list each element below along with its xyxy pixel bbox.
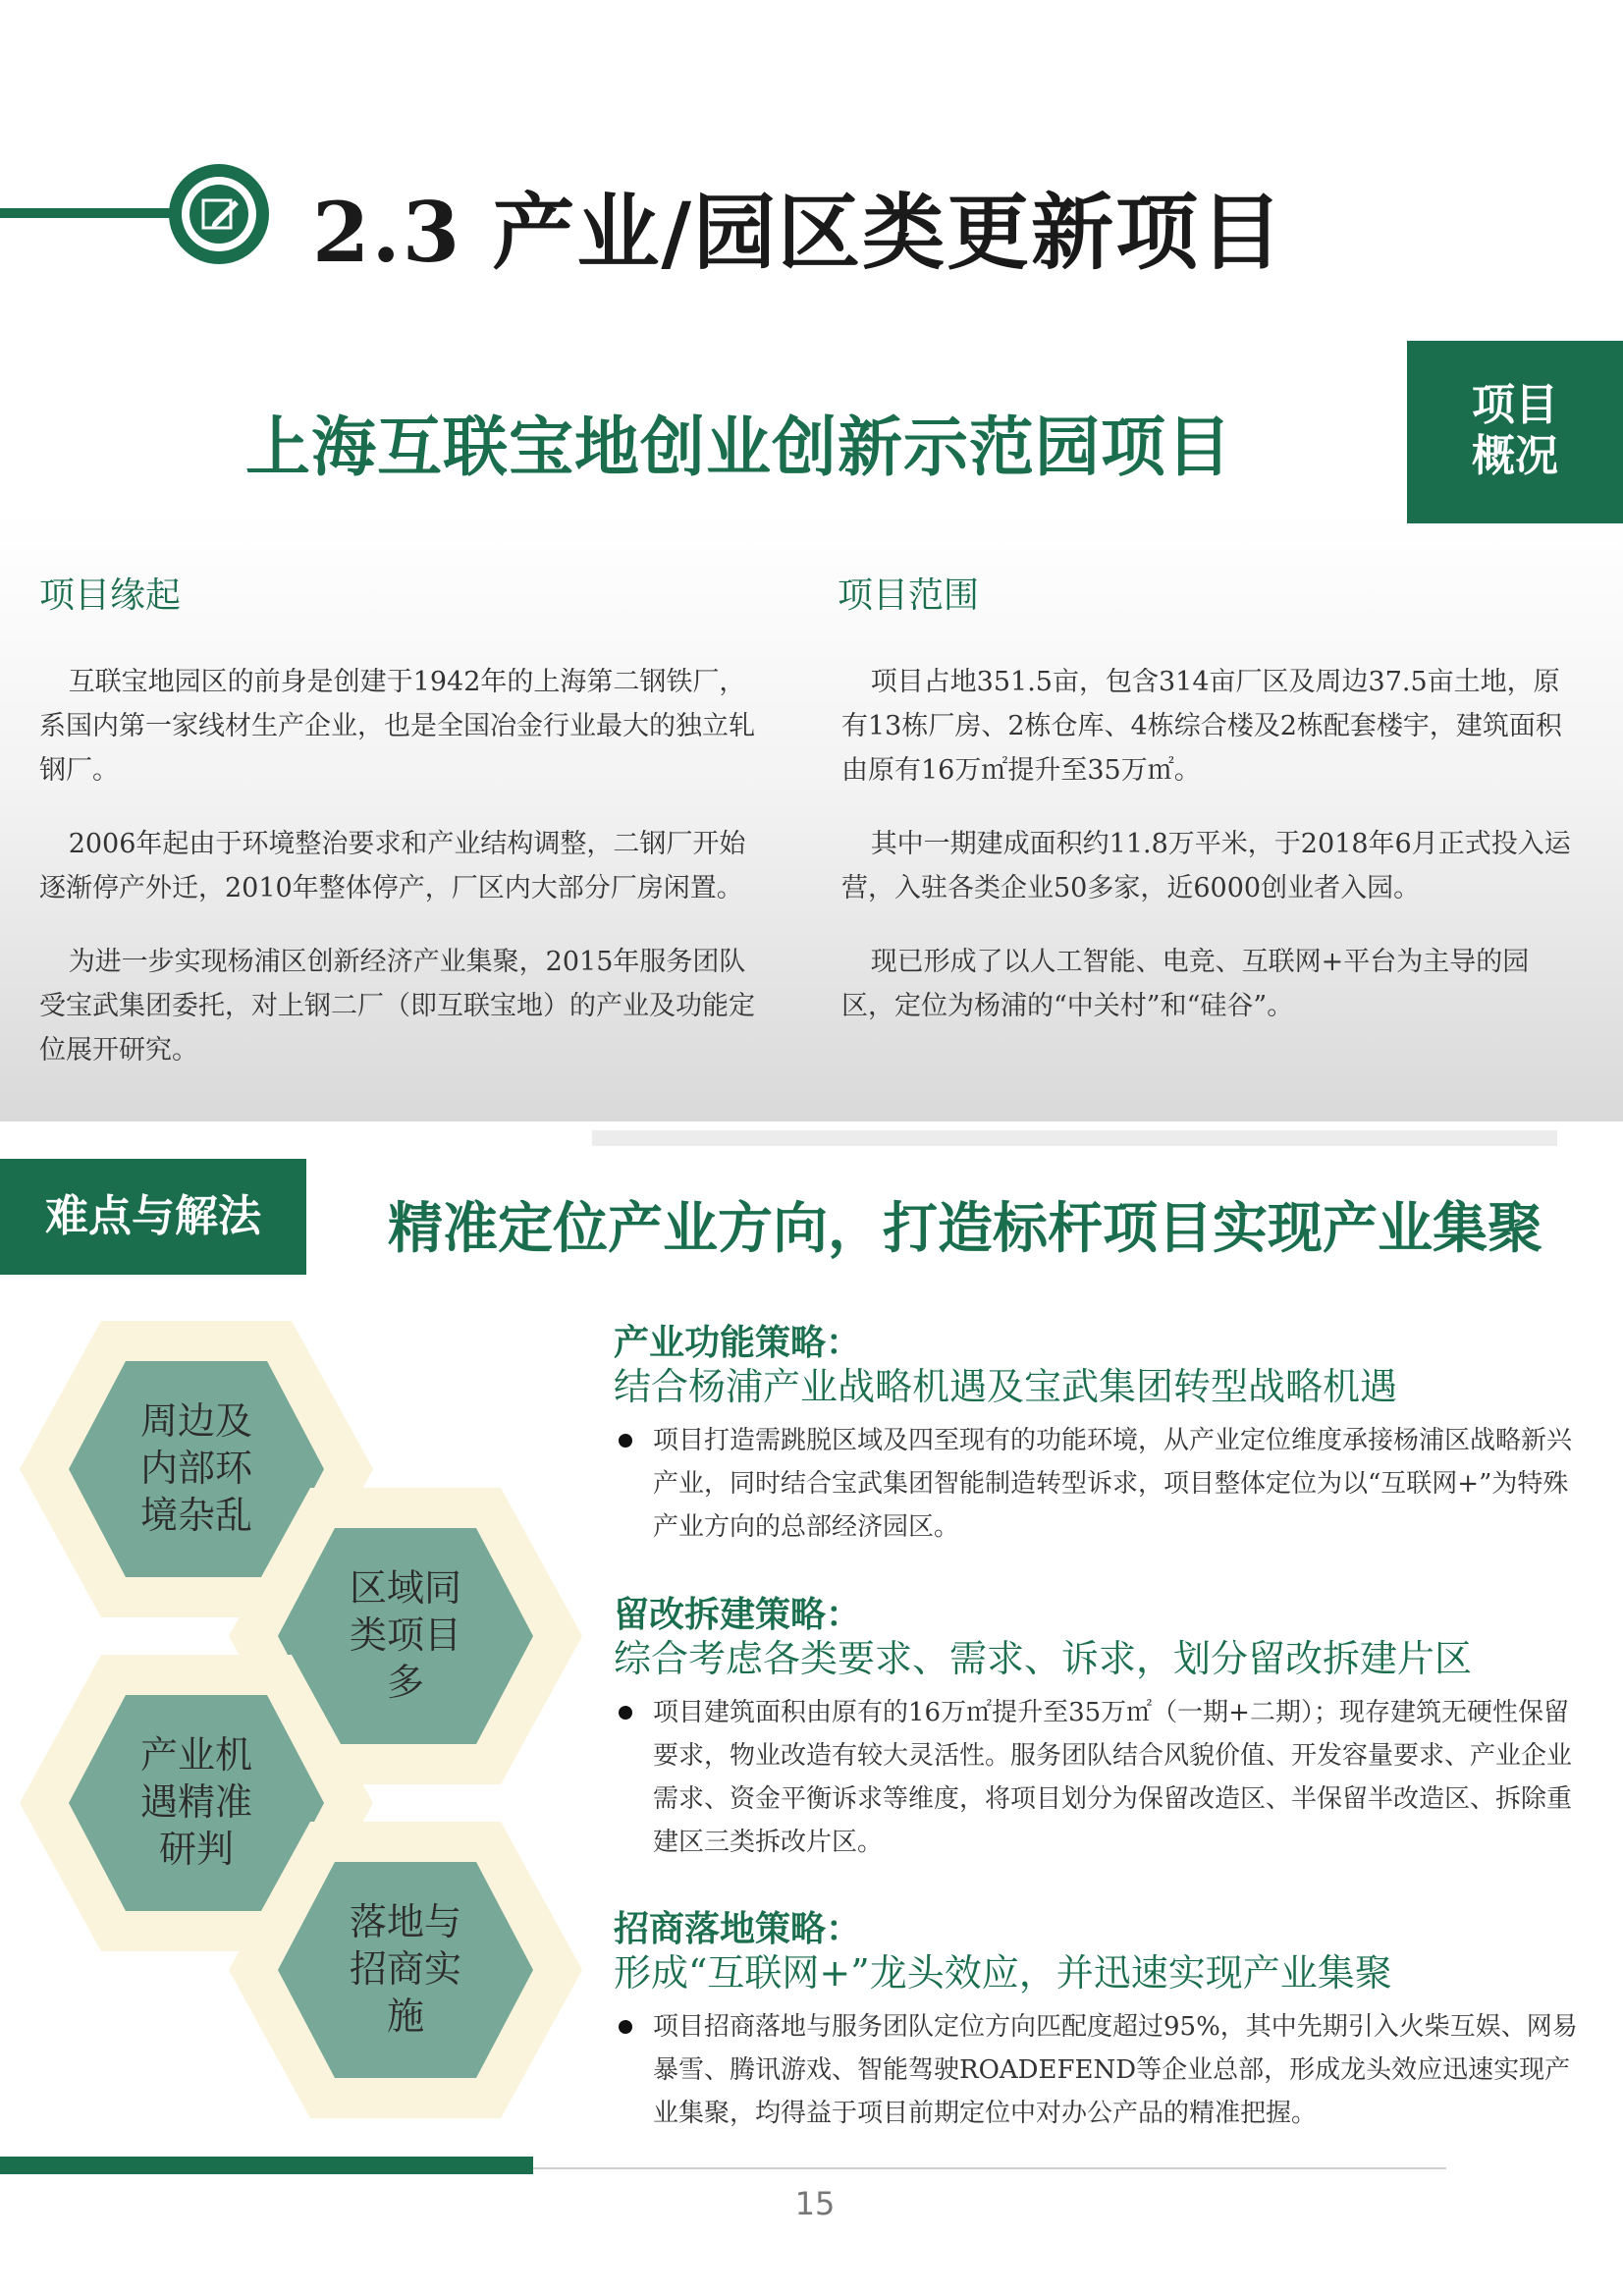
strategy-title: 招商落地策略： xyxy=(614,1908,862,1949)
difficulties-headline: 精准定位产业方向，打造标杆项目实现产业集聚 xyxy=(388,1196,1542,1261)
hexagon-label: 类项目 xyxy=(349,1613,462,1657)
strategy-text-content: 项目招商落地与服务团队定位方向匹配度超过95%，其中先期引入火柴互娱、网易暴雪、腾讯游戏、智能驾驶ROADEFEND等企业总部，形成龙头效应迅速实现产业集聚，均得益于项目前期定位中对办公产品的精准把握。 xyxy=(653,2012,1578,2128)
origin-column xyxy=(39,660,771,1072)
strategy-subtitle: 结合杨浦产业战略机遇及宝武集团转型战略机遇 xyxy=(614,1365,1398,1408)
bullet-icon xyxy=(619,1706,632,1720)
page-title: 2.3 产业/园区类更新项目 xyxy=(312,184,1285,281)
scope-column xyxy=(841,660,1573,1028)
hexagon-label: 境杂乱 xyxy=(139,1494,253,1537)
hexagon-label: 周边及 xyxy=(139,1399,253,1443)
scope-paragraph: 现已形成了以人工智能、电竞、互联网+平台为主导的园区，定位为杨浦的“中关村”和“硅谷”。 xyxy=(841,947,1530,1021)
strategy-title: 留改拆建策略： xyxy=(614,1594,862,1635)
difficulties-tag: 难点与解法 xyxy=(0,1159,306,1275)
overview-tag-line1: 项目 xyxy=(1472,380,1558,430)
edit-icon xyxy=(169,164,269,264)
footer-rule xyxy=(533,2167,1446,2169)
hexagon-label: 施 xyxy=(386,1995,425,2038)
strategy-text-content: 项目打造需跳脱区域及四至现有的功能环境，从产业定位维度承接杨浦区战略新兴产业，同时结合宝武集团智能制造转型诉求，项目整体定位为以“互联网+”为特殊产业方向的总部经济园区。 xyxy=(653,1426,1573,1542)
origin-heading: 项目缘起 xyxy=(39,575,182,616)
strategy-subtitle: 形成“互联网+”龙头效应，并迅速实现产业集聚 xyxy=(614,1951,1392,1995)
hexagon-label: 多 xyxy=(386,1661,425,1704)
hexagon-label: 内部环 xyxy=(139,1447,253,1490)
hexagon-diagram xyxy=(0,1306,589,2141)
origin-paragraph: 为进一步实现杨浦区创新经济产业集聚，2015年服务团队受宝武集团委托，对上钢二厂（即互联宝地）的产业及功能定位展开研究。 xyxy=(39,947,755,1066)
hexagon-label: 区域同 xyxy=(349,1566,462,1610)
project-title: 上海互联宝地创业创新示范园项目 xyxy=(245,409,1232,485)
strategy-text xyxy=(614,1419,1581,1549)
strategy-block xyxy=(614,1907,1581,2135)
origin-paragraph: 2006年起由于环境整治要求和产业结构调整，二钢厂开始逐渐停产外迁，2010年整体停产，厂区内大部分厂房闲置。 xyxy=(39,829,746,903)
origin-paragraph: 互联宝地园区的前身是创建于1942年的上海第二钢铁厂，系国内第一家线材生产企业，也是全国冶金行业最大的独立轧钢厂。 xyxy=(39,667,755,786)
overview-tag-line2: 概况 xyxy=(1472,431,1558,481)
strategy-text-content: 项目建筑面积由原有的16万㎡提升至35万㎡（一期+二期）；现存建筑无硬性保留要求，物业改造有较大灵活性。服务团队结合风貌价值、开发容量要求、产业企业需求、资金平衡诉求等维度，将项目划分为保留改造区、半保留半改造区、拆除重建区三类拆改片区。 xyxy=(653,1698,1573,1857)
hexagon-label: 研判 xyxy=(158,1828,235,1871)
hexagon-label: 招商实 xyxy=(349,1947,462,1991)
scope-paragraph: 其中一期建成面积约11.8万平米，于2018年6月正式投入运营，入驻各类企业50多家，近6000创业者入园。 xyxy=(841,829,1571,903)
hexagon-label: 遇精准 xyxy=(139,1780,253,1824)
scope-paragraph: 项目占地351.5亩，包含314亩厂区及周边37.5亩土地，原有13栋厂房、2栋仓库、4栋综合楼及2栋配套楼宇，建筑面积由原有16万㎡提升至35万㎡。 xyxy=(841,667,1562,786)
strategy-text xyxy=(614,1691,1581,1864)
strategy-subtitle: 综合考虑各类要求、需求、诉求，划分留改拆建片区 xyxy=(614,1637,1473,1680)
bullet-icon xyxy=(619,1434,632,1448)
strategy-title: 产业功能策略： xyxy=(614,1322,862,1363)
bullet-icon xyxy=(619,2020,632,2034)
strategy-block xyxy=(614,1593,1581,1864)
page-number: 15 xyxy=(794,2185,836,2222)
strategy-block xyxy=(614,1321,1581,1549)
hexagon-label: 产业机 xyxy=(139,1733,253,1777)
footer-accent-bar xyxy=(0,2157,533,2174)
overview-tag xyxy=(1407,341,1623,523)
section-divider xyxy=(592,1130,1557,1146)
scope-heading: 项目范围 xyxy=(838,575,980,616)
hexagon-label: 落地与 xyxy=(349,1900,462,1943)
header-rule xyxy=(0,208,182,218)
strategy-text xyxy=(614,2005,1581,2135)
